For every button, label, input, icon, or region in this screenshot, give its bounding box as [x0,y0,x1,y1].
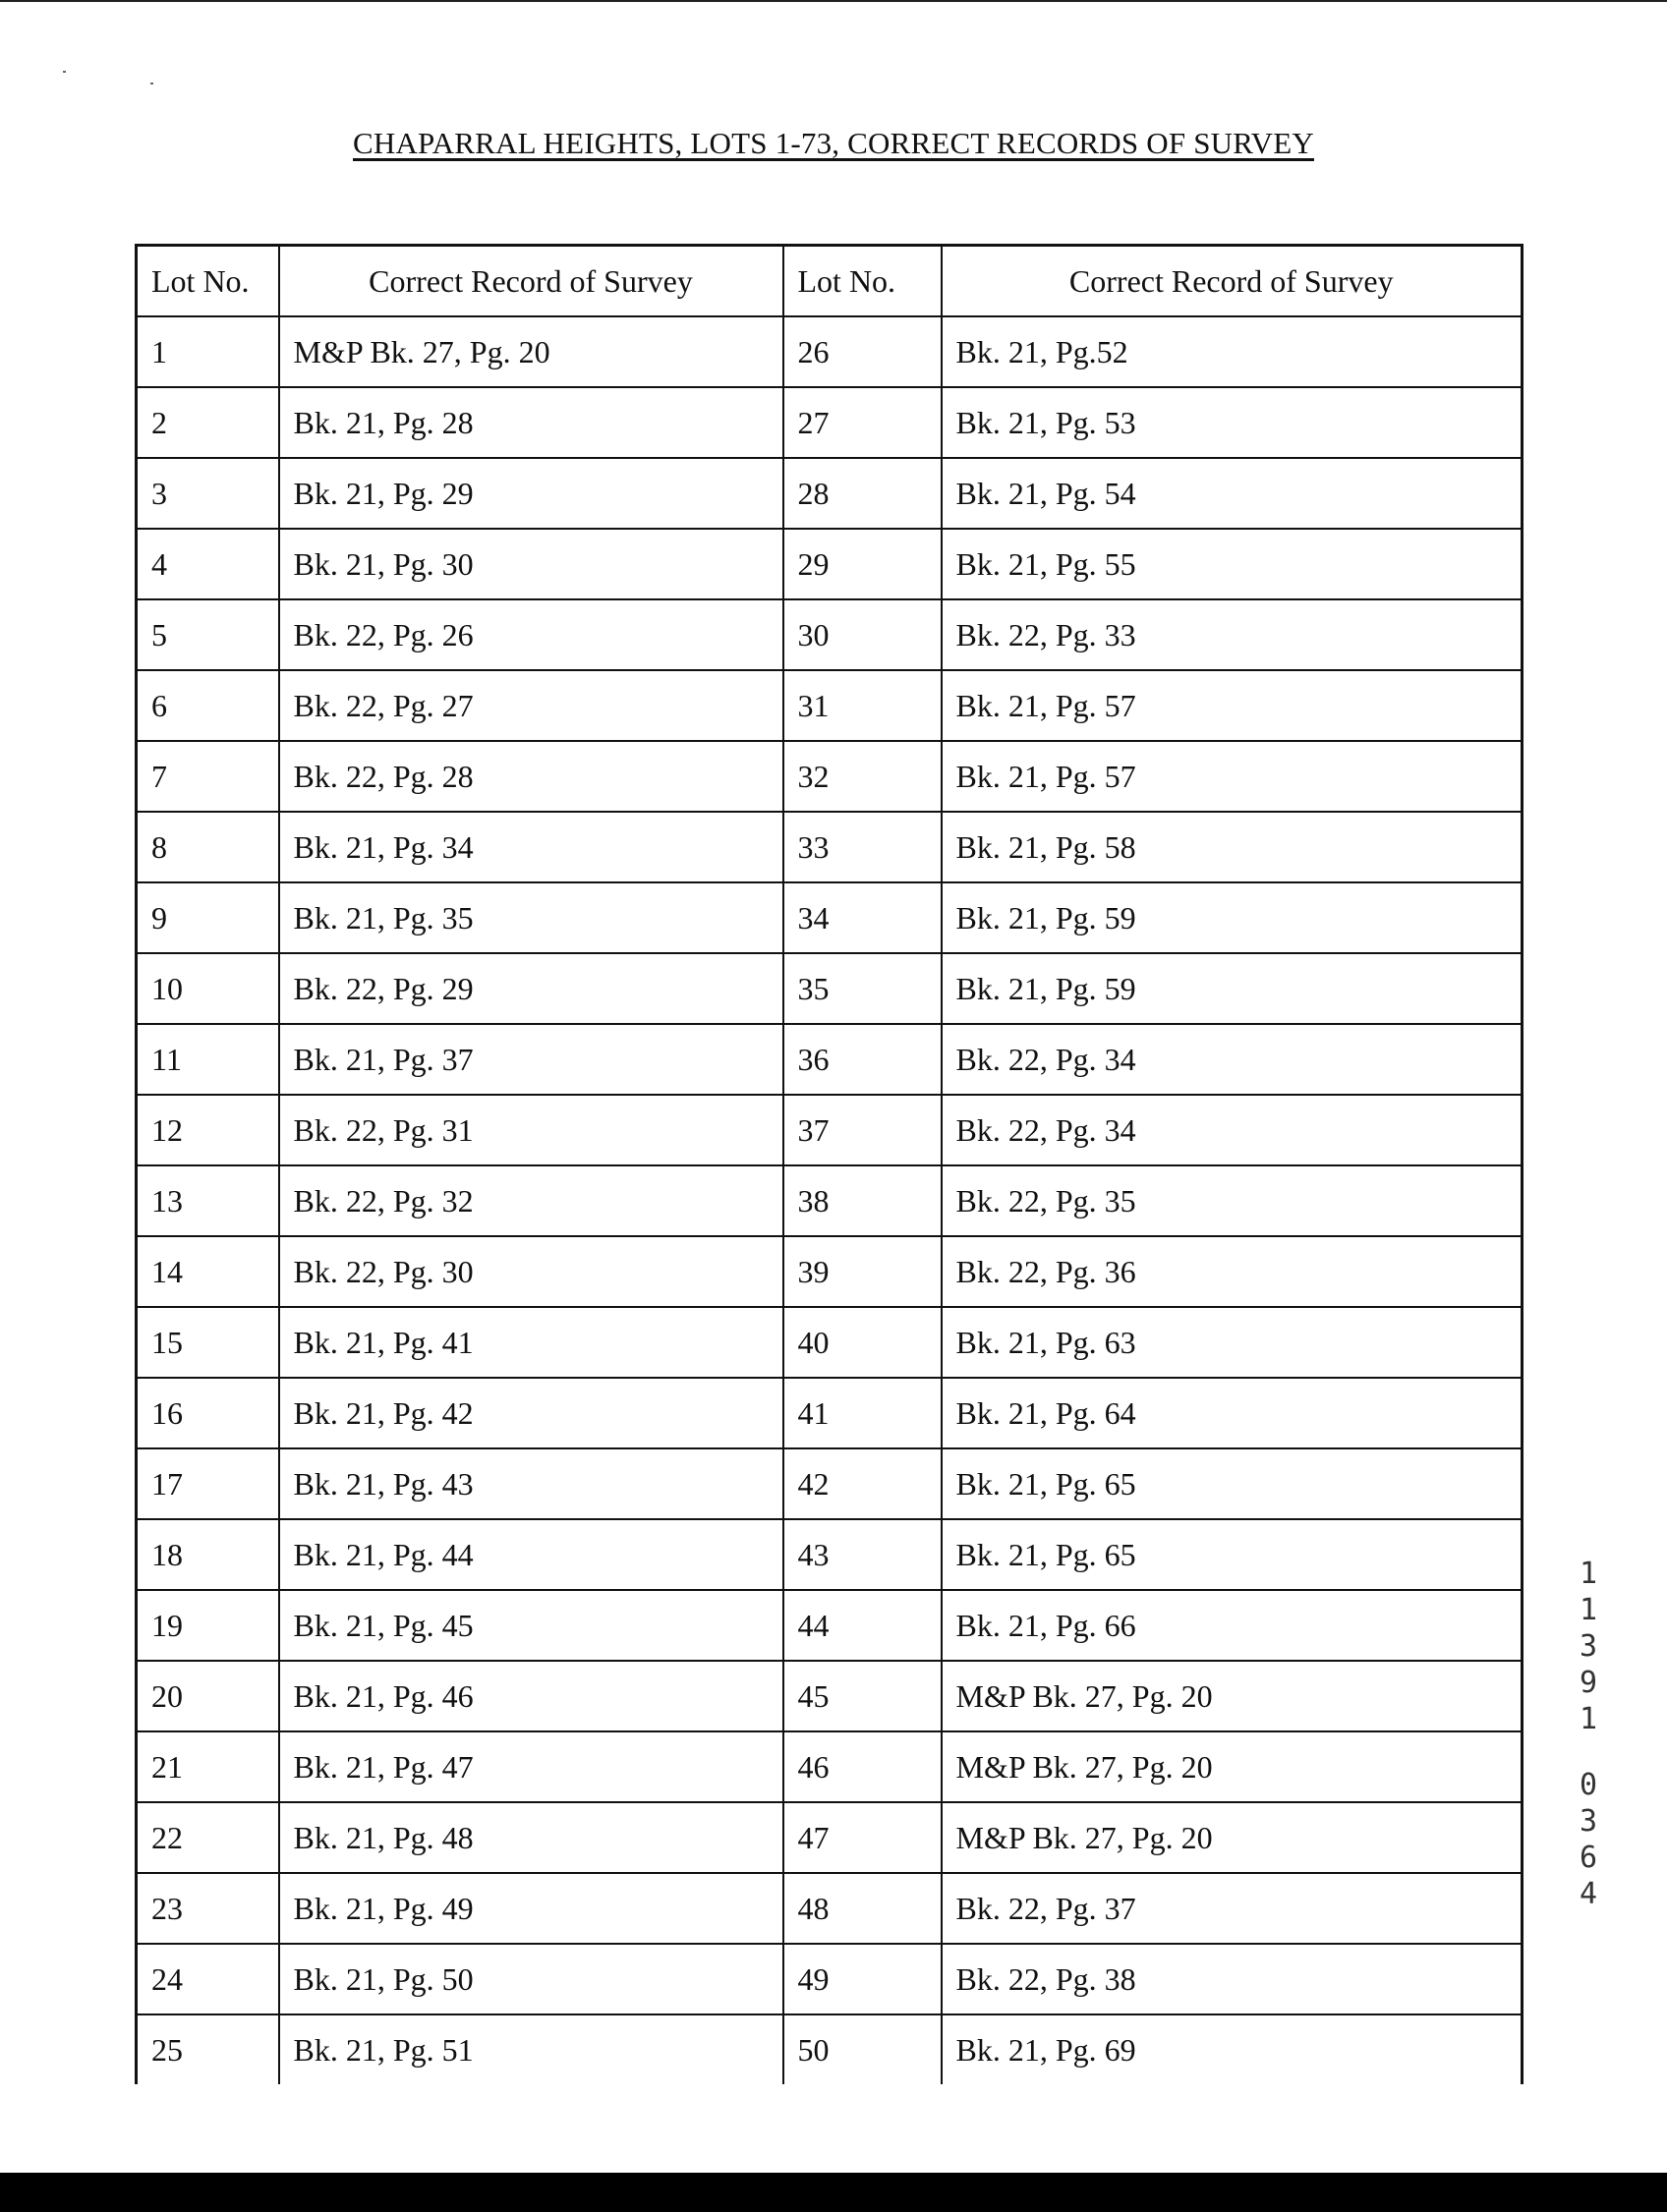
record-left-cell: Bk. 21, Pg. 42 [279,1378,783,1448]
lot-no-right-cell: 33 [783,812,942,882]
record-right-cell: Bk. 22, Pg. 37 [942,1873,1523,1944]
record-right-cell: Bk. 21, Pg. 63 [942,1307,1523,1378]
lot-no-left-cell: 15 [137,1307,279,1378]
table-row [137,2014,1523,2084]
record-right-cell: Bk. 21, Pg. 64 [942,1378,1523,1448]
bottom-scan-edge [0,2173,1667,2212]
lot-no-left-cell: 4 [137,529,279,599]
stamp-digit: 0 [1579,1768,1598,1802]
record-right-cell: M&P Bk. 27, Pg. 20 [942,1802,1523,1873]
table-row [137,1448,1523,1519]
record-right-cell: Bk. 21, Pg. 57 [942,670,1523,741]
record-left-cell: Bk. 22, Pg. 31 [279,1095,783,1165]
scan-speck [150,83,153,85]
lot-no-left-cell: 17 [137,1448,279,1519]
lot-no-left-cell: 9 [137,882,279,953]
stamp-digit: 1 [1579,1593,1598,1627]
record-right-cell: Bk. 22, Pg. 33 [942,599,1523,670]
record-right-cell: M&P Bk. 27, Pg. 20 [942,1731,1523,1802]
stamp-digit: 9 [1579,1666,1598,1700]
record-left-cell: Bk. 21, Pg. 30 [279,529,783,599]
lot-no-right-cell: 39 [783,1236,942,1307]
record-right-cell: Bk. 22, Pg. 36 [942,1236,1523,1307]
table-row [137,1024,1523,1095]
table-row [137,1590,1523,1661]
table-row [137,316,1523,387]
lot-no-left-cell: 10 [137,953,279,1024]
lot-no-left-cell: 3 [137,458,279,529]
record-right-cell: Bk. 21, Pg. 53 [942,387,1523,458]
lot-no-left-cell: 18 [137,1519,279,1590]
record-right-cell: Bk. 22, Pg. 34 [942,1095,1523,1165]
record-right-cell: Bk. 21, Pg.52 [942,316,1523,387]
record-right-cell: Bk. 22, Pg. 34 [942,1024,1523,1095]
lot-no-right-cell: 49 [783,1944,942,2014]
header-record-right: Correct Record of Survey [942,246,1523,317]
lot-no-right-cell: 38 [783,1165,942,1236]
table-row [137,741,1523,812]
record-right-cell: Bk. 21, Pg. 57 [942,741,1523,812]
record-right-cell: Bk. 21, Pg. 66 [942,1590,1523,1661]
lot-no-right-cell: 46 [783,1731,942,1802]
lot-no-right-cell: 37 [783,1095,942,1165]
lot-no-right-cell: 45 [783,1661,942,1731]
lot-no-right-cell: 42 [783,1448,942,1519]
lot-no-left-cell: 1 [137,316,279,387]
side-document-stamp [1571,1556,1606,1912]
lot-no-right-cell: 34 [783,882,942,953]
record-left-cell: Bk. 21, Pg. 44 [279,1519,783,1590]
lot-no-right-cell: 40 [783,1307,942,1378]
lot-no-right-cell: 27 [783,387,942,458]
table-row [137,1236,1523,1307]
record-left-cell: Bk. 21, Pg. 47 [279,1731,783,1802]
lot-no-left-cell: 7 [137,741,279,812]
lot-no-right-cell: 44 [783,1590,942,1661]
lot-no-right-cell: 43 [783,1519,942,1590]
lot-no-left-cell: 2 [137,387,279,458]
table-row [137,1095,1523,1165]
lot-no-left-cell: 21 [137,1731,279,1802]
stamp-digit: 1 [1579,1702,1598,1736]
lot-no-right-cell: 29 [783,529,942,599]
table-row [137,953,1523,1024]
table-row [137,529,1523,599]
record-right-cell: Bk. 21, Pg. 69 [942,2014,1523,2084]
document-title: CHAPARRAL HEIGHTS, LOTS 1-73, CORRECT RECORDS OF SURVEY [353,126,1314,160]
lot-no-left-cell: 24 [137,1944,279,2014]
table-row [137,882,1523,953]
record-left-cell: Bk. 21, Pg. 50 [279,1944,783,2014]
record-right-cell: Bk. 22, Pg. 38 [942,1944,1523,2014]
record-left-cell: Bk. 22, Pg. 30 [279,1236,783,1307]
record-left-cell: Bk. 21, Pg. 37 [279,1024,783,1095]
lot-no-left-cell: 11 [137,1024,279,1095]
record-left-cell: Bk. 21, Pg. 51 [279,2014,783,2084]
record-left-cell: Bk. 21, Pg. 46 [279,1661,783,1731]
lot-no-right-cell: 31 [783,670,942,741]
lot-no-right-cell: 50 [783,2014,942,2084]
record-right-cell: M&P Bk. 27, Pg. 20 [942,1661,1523,1731]
stamp-digit: 4 [1579,1877,1598,1911]
lot-no-left-cell: 6 [137,670,279,741]
lot-no-left-cell: 20 [137,1661,279,1731]
record-left-cell: Bk. 22, Pg. 29 [279,953,783,1024]
stamp-digit: 3 [1579,1629,1598,1664]
stamp-digit: 6 [1579,1841,1598,1875]
record-left-cell: Bk. 21, Pg. 34 [279,812,783,882]
survey-records-table [135,244,1523,2084]
table-row [137,1519,1523,1590]
record-left-cell: Bk. 21, Pg. 43 [279,1448,783,1519]
table-row [137,1873,1523,1944]
lot-no-left-cell: 25 [137,2014,279,2084]
lot-no-left-cell: 23 [137,1873,279,1944]
record-left-cell: Bk. 21, Pg. 29 [279,458,783,529]
lot-no-left-cell: 8 [137,812,279,882]
record-left-cell: Bk. 22, Pg. 32 [279,1165,783,1236]
record-left-cell: Bk. 21, Pg. 28 [279,387,783,458]
lot-no-right-cell: 36 [783,1024,942,1095]
table-row [137,387,1523,458]
table-row [137,1307,1523,1378]
table-row [137,1165,1523,1236]
header-record-left: Correct Record of Survey [279,246,783,317]
lot-no-left-cell: 19 [137,1590,279,1661]
lot-no-left-cell: 14 [137,1236,279,1307]
record-left-cell: Bk. 21, Pg. 49 [279,1873,783,1944]
lot-no-right-cell: 32 [783,741,942,812]
record-right-cell: Bk. 21, Pg. 59 [942,882,1523,953]
record-right-cell: Bk. 21, Pg. 59 [942,953,1523,1024]
table-row [137,1731,1523,1802]
record-left-cell: Bk. 21, Pg. 35 [279,882,783,953]
top-scan-edge [0,0,1667,2]
stamp-digit: 3 [1579,1804,1598,1839]
record-left-cell: M&P Bk. 27, Pg. 20 [279,316,783,387]
lot-no-right-cell: 28 [783,458,942,529]
record-right-cell: Bk. 21, Pg. 65 [942,1448,1523,1519]
record-left-cell: Bk. 22, Pg. 27 [279,670,783,741]
header-lot-no-left: Lot No. [137,246,279,317]
table-row [137,1944,1523,2014]
lot-no-right-cell: 26 [783,316,942,387]
lot-no-left-cell: 5 [137,599,279,670]
record-left-cell: Bk. 21, Pg. 45 [279,1590,783,1661]
table-row [137,1802,1523,1873]
record-left-cell: Bk. 22, Pg. 28 [279,741,783,812]
record-right-cell: Bk. 21, Pg. 65 [942,1519,1523,1590]
lot-no-left-cell: 22 [137,1802,279,1873]
table-row [137,670,1523,741]
lot-no-left-cell: 16 [137,1378,279,1448]
lot-no-right-cell: 41 [783,1378,942,1448]
stamp-digit: 1 [1579,1557,1598,1591]
lot-no-right-cell: 30 [783,599,942,670]
lot-no-left-cell: 12 [137,1095,279,1165]
table-row [137,812,1523,882]
record-right-cell: Bk. 21, Pg. 58 [942,812,1523,882]
record-left-cell: Bk. 21, Pg. 41 [279,1307,783,1378]
lot-no-left-cell: 13 [137,1165,279,1236]
record-right-cell: Bk. 21, Pg. 54 [942,458,1523,529]
table-row [137,599,1523,670]
scan-speck [63,71,66,73]
header-lot-no-right: Lot No. [783,246,942,317]
lot-no-right-cell: 47 [783,1802,942,1873]
table-row [137,458,1523,529]
record-left-cell: Bk. 21, Pg. 48 [279,1802,783,1873]
table-row [137,1661,1523,1731]
record-right-cell: Bk. 21, Pg. 55 [942,529,1523,599]
table-header-row [137,246,1523,317]
lot-no-right-cell: 48 [783,1873,942,1944]
record-left-cell: Bk. 22, Pg. 26 [279,599,783,670]
table-row [137,1378,1523,1448]
lot-no-right-cell: 35 [783,953,942,1024]
record-right-cell: Bk. 22, Pg. 35 [942,1165,1523,1236]
